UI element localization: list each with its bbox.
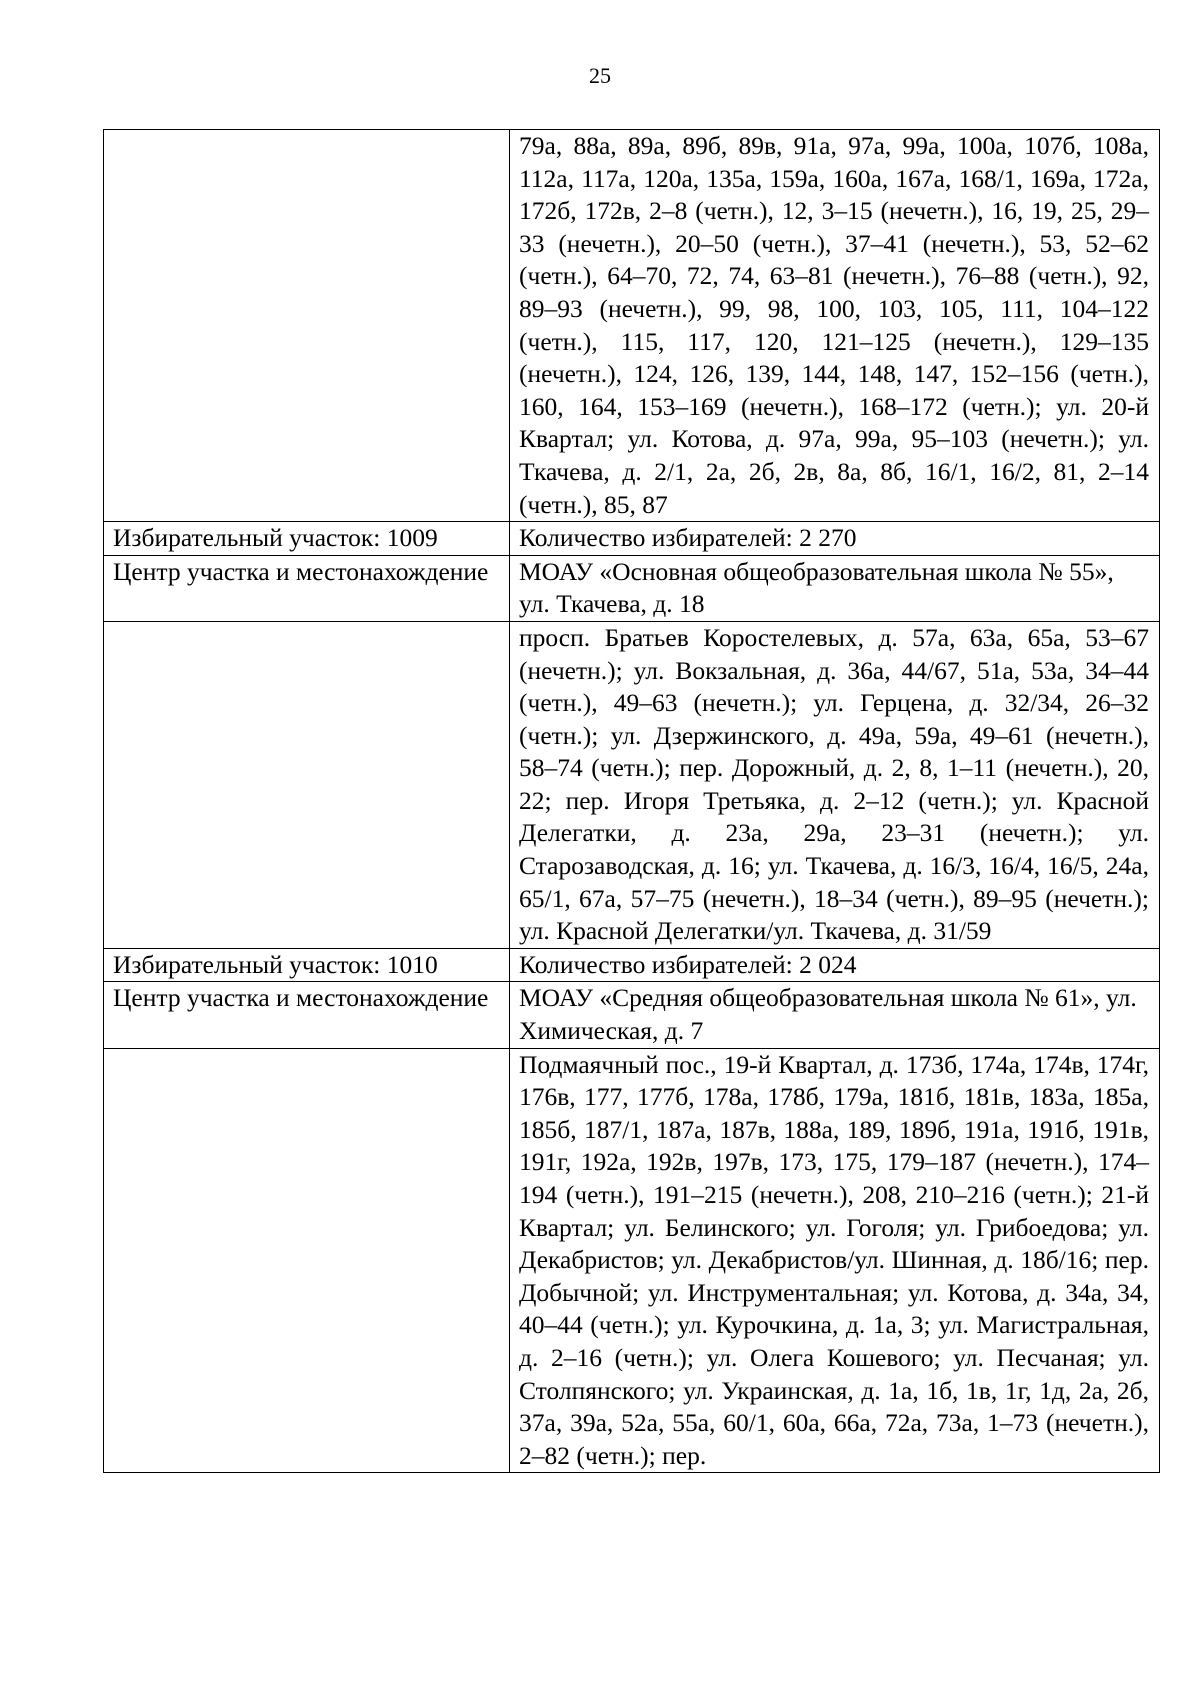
table-cell-label <box>104 1048 510 1473</box>
table-cell-addresses: 79а, 88а, 89а, 89б, 89в, 91а, 97а, 99а, 100а, 107б, 108а, 112а, 117а, 120а, 135а, 159а, 160а, 167а, 168/1, 169а, 172а, 172б, 172в, 2–8 (четн.), 12, 3–15 (нечетн.), 16, 19, 25, 29–33 (нечетн.), 20–50 (четн.), 37–41 (нечетн.), 53, 52–62 (четн.), 64–70, 72, 74, 63–81 (нечетн.), 76–88 (четн.), 92, 89–93 (нечетн.), 99, 98, 100, 103, 105, 111, 104–122 (четн.), 115, 117, 120, 121–125 (нечетн.), 129–135 (нечетн.), 124, 126, 139, 144, 148, 147, 152–156 (четн.), 160, 164, 153–169 (нечетн.), 168–172 (четн.); ул. 20-й Квартал; ул. Котова, д. 97а, 99а, 95–103 (нечетн.); ул. Ткачева, д. 2/1, 2а, 2б, 2в, 8а, 8б, 16/1, 16/2, 81, 2–14 (четн.), 85, 87 <box>510 130 1160 522</box>
center-location-label: Центр участка и местонахождение <box>104 982 510 1048</box>
table-cell-addresses: просп. Братьев Коростелевых, д. 57а, 63а, 65а, 53–67 (нечетн.); ул. Вокзальная, д. 36а, 44/67, 51а, 53а, 34–44 (четн.), 49–63 (нечетн.); ул. Герцена, д. 32/34, 26–32 (четн.); ул. Дзержинского, д. 49а, 59а, 49–61 (нечетн.), 58–74 (четн.); пер. Дорожный, д. 2, 8, 1–11 (нечетн.), 20, 22; пер. Игоря Третьяка, д. 2–12 (четн.); ул. Красной Делегатки, д. 23а, 29а, 23–31 (нечетн.); ул. Старозаводская, д. 16; ул. Ткачева, д. 16/3, 16/4, 16/5, 24а, 65/1, 67а, 57–75 (нечетн.), 18–34 (четн.), 89–95 (нечетн.); ул. Красной Делегатки/ул. Ткачева, д. 31/59 <box>510 621 1160 948</box>
table-row <box>104 1048 1160 1473</box>
table-row <box>104 522 1160 556</box>
table-cell-label <box>104 621 510 948</box>
table-row <box>104 621 1160 948</box>
table-cell-label <box>104 130 510 522</box>
page-number: 25 <box>589 63 611 88</box>
table-row <box>104 948 1160 982</box>
center-location-value: МОАУ «Основная общеобразовательная школа № 55», ул. Ткачева, д. 18 <box>510 555 1160 621</box>
table-row <box>104 555 1160 621</box>
voter-count: Количество избирателей: 2 024 <box>510 948 1160 982</box>
polling-stations-table <box>103 129 1160 1473</box>
table-cell-addresses: Подмаячный пос., 19-й Квартал, д. 173б, 174а, 174в, 174г, 176в, 177, 177б, 178а, 178б, 179а, 181б, 181в, 183а, 185а, 185б, 187/1, 187а, 187в, 188а, 189, 189б, 191а, 191б, 191в, 191г, 192а, 192в, 197в, 173, 175, 179–187 (нечетн.), 174–194 (четн.), 191–215 (нечетн.), 208, 210–216 (четн.); 21-й Квартал; ул. Белинского; ул. Гоголя; ул. Грибоедова; ул. Декабристов; ул. Декабристов/ул. Шинная, д. 18б/16; пер. Добычной; ул. Инструментальная; ул. Котова, д. 34а, 34, 40–44 (четн.); ул. Курочкина, д. 1а, 3; ул. Магистральная, д. 2–16 (четн.); ул. Олега Кошевого; ул. Песчаная; ул. Столпянского; ул. Украинская, д. 1а, 1б, 1в, 1г, 1д, 2а, 2б, 37а, 39а, 52а, 55а, 60/1, 60а, 66а, 72а, 73а, 1–73 (нечетн.), 2–82 (четн.); пер. <box>510 1048 1160 1473</box>
voter-count: Количество избирателей: 2 270 <box>510 522 1160 556</box>
table-row <box>104 130 1160 522</box>
polling-station-number: Избирательный участок: 1010 <box>104 948 510 982</box>
polling-station-number: Избирательный участок: 1009 <box>104 522 510 556</box>
center-location-value: МОАУ «Средняя общеобразовательная школа № 61», ул. Химическая, д. 7 <box>510 982 1160 1048</box>
center-location-label: Центр участка и местонахождение <box>104 555 510 621</box>
table-row <box>104 982 1160 1048</box>
